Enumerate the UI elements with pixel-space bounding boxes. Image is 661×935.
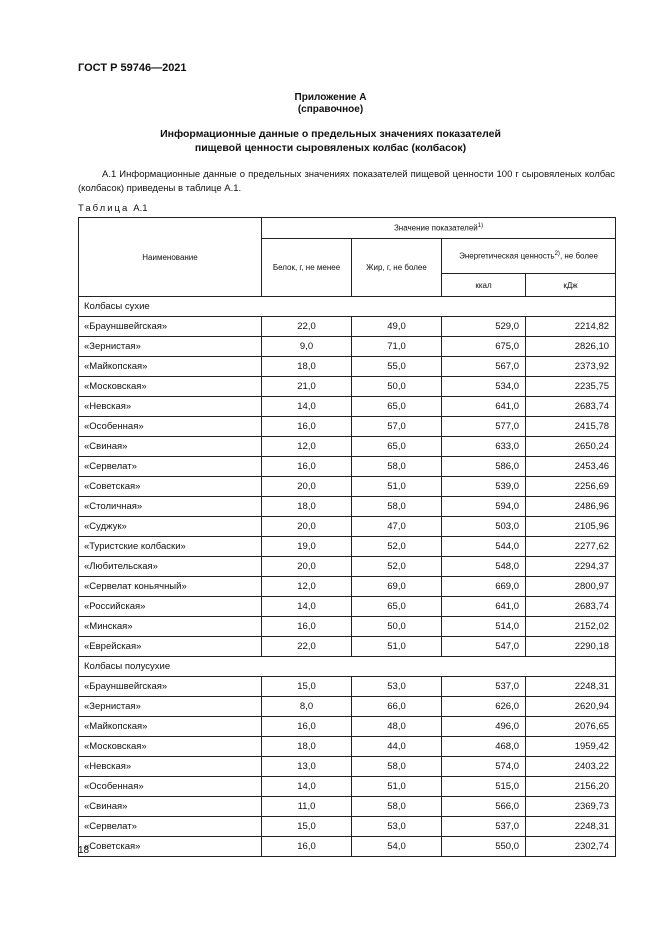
cell-protein: 15,0 <box>262 677 352 697</box>
cell-fat: 66,0 <box>352 697 442 717</box>
cell-kj: 2248,31 <box>526 677 616 697</box>
cell-kj: 1959,42 <box>526 737 616 757</box>
nutrition-table <box>78 217 616 857</box>
cell-kcal: 548,0 <box>442 557 526 577</box>
cell-fat: 71,0 <box>352 337 442 357</box>
cell-kj: 2373,92 <box>526 357 616 377</box>
table-section-row <box>79 297 616 317</box>
table-row <box>79 837 616 857</box>
cell-kj: 2294,37 <box>526 557 616 577</box>
appendix-type: (справочное) <box>297 104 364 115</box>
cell-fat: 51,0 <box>352 477 442 497</box>
cell-fat: 69,0 <box>352 577 442 597</box>
table-row <box>79 377 616 397</box>
table-row <box>79 777 616 797</box>
column-header-fat: Жир, г, не более <box>352 239 442 297</box>
table-row <box>79 697 616 717</box>
cell-kj: 2076,65 <box>526 717 616 737</box>
table-row <box>79 717 616 737</box>
cell-name: «Суджук» <box>79 517 262 537</box>
cell-name: «Зернистая» <box>79 697 262 717</box>
cell-protein: 20,0 <box>262 517 352 537</box>
table-row <box>79 397 616 417</box>
cell-name: «Сервелат» <box>79 817 262 837</box>
cell-protein: 11,0 <box>262 797 352 817</box>
table-caption-word: Таблица <box>78 203 130 214</box>
cell-fat: 58,0 <box>352 497 442 517</box>
cell-name: «Невская» <box>79 757 262 777</box>
table-row <box>79 537 616 557</box>
cell-fat: 55,0 <box>352 357 442 377</box>
cell-name: «Майкопская» <box>79 717 262 737</box>
cell-kj: 2369,73 <box>526 797 616 817</box>
cell-name: «Советская» <box>79 837 262 857</box>
cell-kcal: 547,0 <box>442 637 526 657</box>
cell-kj: 2415,78 <box>526 417 616 437</box>
column-group-header: Значение показателей$^{1)}$ <box>262 218 616 239</box>
cell-kcal: 641,0 <box>442 397 526 417</box>
cell-protein: 9,0 <box>262 337 352 357</box>
cell-fat: 65,0 <box>352 597 442 617</box>
cell-protein: 16,0 <box>262 837 352 857</box>
table-row <box>79 757 616 777</box>
cell-name: «Минская» <box>79 617 262 637</box>
cell-kcal: 567,0 <box>442 357 526 377</box>
cell-protein: 8,0 <box>262 697 352 717</box>
cell-name: «Советская» <box>79 477 262 497</box>
cell-kj: 2256,69 <box>526 477 616 497</box>
table-row <box>79 637 616 657</box>
table-row <box>79 517 616 537</box>
cell-fat: 53,0 <box>352 817 442 837</box>
cell-fat: 54,0 <box>352 837 442 857</box>
cell-protein: 21,0 <box>262 377 352 397</box>
cell-name: «Московская» <box>79 377 262 397</box>
column-header-name: Наименование <box>79 218 262 297</box>
standard-number: ГОСТ Р 59746—2021 <box>78 62 187 74</box>
cell-protein: 20,0 <box>262 477 352 497</box>
cell-protein: 16,0 <box>262 717 352 737</box>
cell-fat: 58,0 <box>352 757 442 777</box>
cell-name: «Туристские колбаски» <box>79 537 262 557</box>
cell-kcal: 669,0 <box>442 577 526 597</box>
table-row <box>79 437 616 457</box>
cell-protein: 12,0 <box>262 577 352 597</box>
cell-kj: 2650,24 <box>526 437 616 457</box>
cell-name: «Особенная» <box>79 417 262 437</box>
cell-kj: 2248,31 <box>526 817 616 837</box>
table-body <box>79 297 616 857</box>
cell-kj: 2235,75 <box>526 377 616 397</box>
cell-protein: 12,0 <box>262 437 352 457</box>
cell-protein: 22,0 <box>262 637 352 657</box>
cell-kj: 2453,46 <box>526 457 616 477</box>
table-row <box>79 677 616 697</box>
section-title: Колбасы полусухие <box>79 657 616 677</box>
table-caption <box>78 203 148 214</box>
cell-kcal: 633,0 <box>442 437 526 457</box>
cell-name: «Еврейская» <box>79 637 262 657</box>
cell-protein: 14,0 <box>262 777 352 797</box>
table-row <box>79 737 616 757</box>
cell-kj: 2156,20 <box>526 777 616 797</box>
section-heading-line-1: Информационные данные о предельных значениях показателей <box>160 128 501 140</box>
table-row <box>79 497 616 517</box>
cell-name: «Брауншвейгская» <box>79 677 262 697</box>
cell-kj: 2620,94 <box>526 697 616 717</box>
table-row <box>79 457 616 477</box>
cell-name: «Особенная» <box>79 777 262 797</box>
table-row <box>79 317 616 337</box>
table-row <box>79 597 616 617</box>
cell-name: «Свиная» <box>79 437 262 457</box>
cell-name: «Сервелат» <box>79 457 262 477</box>
cell-protein: 15,0 <box>262 817 352 837</box>
cell-kj: 2214,82 <box>526 317 616 337</box>
cell-kj: 2105,96 <box>526 517 616 537</box>
table-row <box>79 357 616 377</box>
cell-kcal: 468,0 <box>442 737 526 757</box>
table-row <box>79 417 616 437</box>
cell-kcal: 574,0 <box>442 757 526 777</box>
cell-name: «Брауншвейгская» <box>79 317 262 337</box>
cell-fat: 52,0 <box>352 557 442 577</box>
cell-kcal: 594,0 <box>442 497 526 517</box>
cell-kcal: 503,0 <box>442 517 526 537</box>
cell-fat: 51,0 <box>352 777 442 797</box>
cell-fat: 57,0 <box>352 417 442 437</box>
cell-name: «Свиная» <box>79 797 262 817</box>
intro-paragraph: А.1 Информационные данные о предельных значениях показателей пищевой ценности 100 г сыровяленых колбас (колбасок) приведены в таблице А.1. <box>78 169 615 194</box>
cell-kj: 2800,97 <box>526 577 616 597</box>
cell-protein: 18,0 <box>262 357 352 377</box>
cell-fat: 47,0 <box>352 517 442 537</box>
table-row <box>79 577 616 597</box>
cell-protein: 13,0 <box>262 757 352 777</box>
cell-kcal: 544,0 <box>442 537 526 557</box>
cell-kcal: 537,0 <box>442 817 526 837</box>
cell-protein: 14,0 <box>262 397 352 417</box>
section-heading-line-2: пищевой ценности сыровяленых колбас (колбасок) <box>194 142 467 154</box>
cell-name: «Российская» <box>79 597 262 617</box>
cell-name: «Любительская» <box>79 557 262 577</box>
cell-kcal: 550,0 <box>442 837 526 857</box>
cell-kcal: 496,0 <box>442 717 526 737</box>
cell-name: «Майкопская» <box>79 357 262 377</box>
cell-fat: 65,0 <box>352 437 442 457</box>
cell-kcal: 534,0 <box>442 377 526 397</box>
table-row <box>79 617 616 637</box>
cell-protein: 18,0 <box>262 737 352 757</box>
cell-fat: 58,0 <box>352 457 442 477</box>
cell-protein: 19,0 <box>262 537 352 557</box>
cell-kj: 2152,02 <box>526 617 616 637</box>
cell-kcal: 577,0 <box>442 417 526 437</box>
cell-kcal: 566,0 <box>442 797 526 817</box>
page-number: 18 <box>78 845 90 856</box>
appendix-label: Приложение А <box>294 92 367 103</box>
cell-kcal: 626,0 <box>442 697 526 717</box>
cell-protein: 16,0 <box>262 457 352 477</box>
cell-kcal: 529,0 <box>442 317 526 337</box>
cell-name: «Зернистая» <box>79 337 262 357</box>
cell-kcal: 675,0 <box>442 337 526 357</box>
cell-protein: 16,0 <box>262 417 352 437</box>
cell-fat: 65,0 <box>352 397 442 417</box>
column-header-energy: Энергетическая ценность$^{2)}$, не более <box>442 239 616 274</box>
section-title: Колбасы сухие <box>79 297 616 317</box>
cell-fat: 50,0 <box>352 617 442 637</box>
cell-kcal: 586,0 <box>442 457 526 477</box>
cell-kj: 2826,10 <box>526 337 616 357</box>
cell-kcal: 539,0 <box>442 477 526 497</box>
cell-kcal: 515,0 <box>442 777 526 797</box>
cell-kj: 2486,96 <box>526 497 616 517</box>
cell-protein: 18,0 <box>262 497 352 517</box>
column-header-protein: Белок, г, не менее <box>262 239 352 297</box>
cell-name: «Сервелат коньячный» <box>79 577 262 597</box>
table-row <box>79 337 616 357</box>
table-row <box>79 477 616 497</box>
cell-kj: 2277,62 <box>526 537 616 557</box>
cell-kj: 2302,74 <box>526 837 616 857</box>
column-header-kj: кДж <box>526 274 616 297</box>
table-row <box>79 797 616 817</box>
cell-fat: 52,0 <box>352 537 442 557</box>
cell-fat: 44,0 <box>352 737 442 757</box>
table-row <box>79 817 616 837</box>
table-caption-number: А.1 <box>133 203 148 214</box>
cell-name: «Столичная» <box>79 497 262 517</box>
cell-kcal: 537,0 <box>442 677 526 697</box>
cell-protein: 14,0 <box>262 597 352 617</box>
table-row <box>79 557 616 577</box>
cell-kj: 2683,74 <box>526 597 616 617</box>
cell-protein: 20,0 <box>262 557 352 577</box>
cell-kj: 2683,74 <box>526 397 616 417</box>
cell-fat: 48,0 <box>352 717 442 737</box>
table-section-row <box>79 657 616 677</box>
cell-kj: 2403,22 <box>526 757 616 777</box>
cell-protein: 22,0 <box>262 317 352 337</box>
column-header-kcal: ккал <box>442 274 526 297</box>
cell-fat: 53,0 <box>352 677 442 697</box>
cell-kcal: 641,0 <box>442 597 526 617</box>
cell-kj: 2290,18 <box>526 637 616 657</box>
cell-kcal: 514,0 <box>442 617 526 637</box>
cell-protein: 16,0 <box>262 617 352 637</box>
cell-name: «Невская» <box>79 397 262 417</box>
cell-fat: 51,0 <box>352 637 442 657</box>
cell-fat: 50,0 <box>352 377 442 397</box>
cell-fat: 49,0 <box>352 317 442 337</box>
cell-name: «Московская» <box>79 737 262 757</box>
cell-fat: 58,0 <box>352 797 442 817</box>
